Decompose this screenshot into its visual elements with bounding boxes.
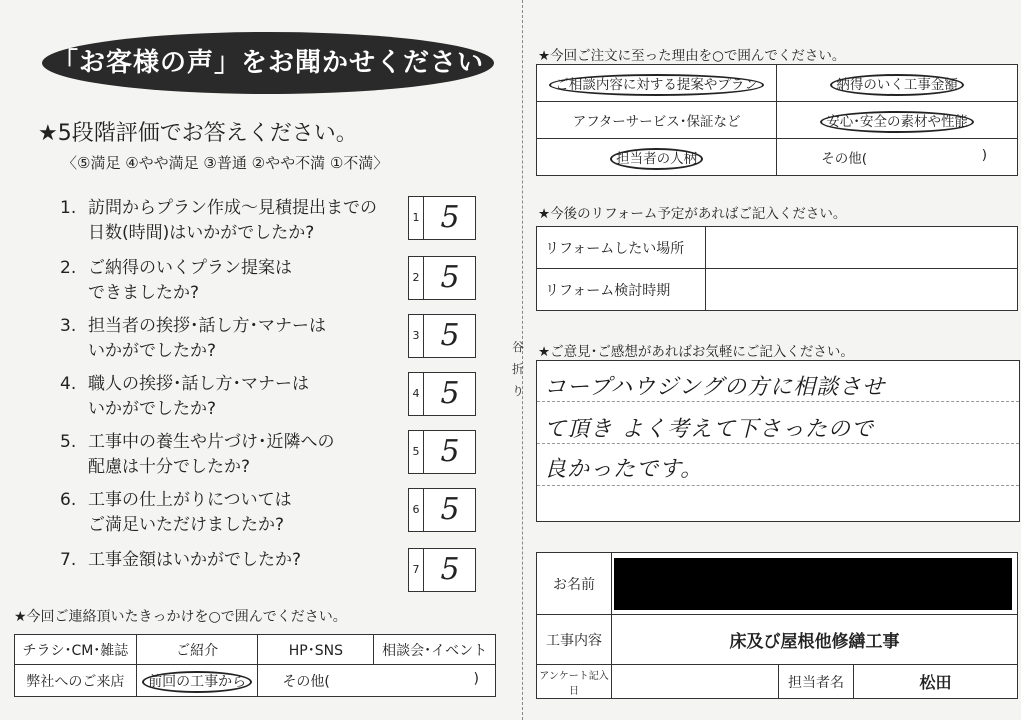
name-label: お名前 [537,553,612,615]
score-index: 5 [409,431,424,473]
score-value: 5 [440,200,460,235]
score-box-4[interactable] [408,372,476,416]
reason-after-service[interactable]: アフターサービス･保証など [537,102,777,139]
date-label: アンケート記入日 [537,665,612,699]
circled-answer: 納得のいく工事金額 [830,74,964,96]
score-index: 1 [409,197,424,239]
question-text: ご納得のいくプラン提案は できましたか? [88,258,292,303]
redaction-bar [614,558,1012,610]
fold-label: 谷折り [511,340,524,398]
comment-line-1: コープハウジングの方に相談させ [544,375,886,400]
circled-answer: 担当者の人柄 [610,148,703,170]
reason-heading: ★今回ご注文に至った理由を○で囲んでください。 [538,48,846,64]
question-text: 工事の仕上がりについては ご満足いただけましたか? [88,490,292,535]
contact-heading: ★今回ご連絡頂いたきっかけを○で囲んでください。 [14,609,347,625]
plan-heading: ★今後のリフォーム予定があればご記入ください。 [538,206,847,222]
staff-value: 松田 [854,665,1018,699]
question-1 [60,196,408,246]
question-4 [60,372,408,422]
question-3 [60,314,408,364]
other-label: その他( [821,151,868,167]
option-hp-sns[interactable]: HP･SNS [258,635,374,665]
score-index: 3 [409,315,424,357]
score-value: 5 [440,260,460,295]
page-title-banner: 「お客様の声」をお聞かせください [42,32,494,94]
question-number: 1. [60,198,77,218]
comment-line-3: 良かったです。 [544,457,704,482]
score-box-1[interactable] [408,196,476,240]
work-label: 工事内容 [537,615,612,665]
other-close: ) [473,670,479,687]
question-7 [60,548,408,573]
comment-rule [537,485,1019,486]
option-flyer[interactable]: チラシ･CM･雑誌 [15,635,137,665]
reason-price[interactable] [777,65,1018,102]
question-number: 6. [60,490,77,510]
score-index: 7 [409,549,424,591]
question-5 [60,430,408,480]
plan-place-label: リフォームしたい場所 [537,227,706,269]
plan-period-field[interactable] [706,269,1018,311]
option-event[interactable]: 相談会･イベント [374,635,496,665]
score-value: 5 [440,376,460,411]
option-other[interactable] [258,665,496,697]
reason-proposal[interactable] [537,65,777,102]
score-value: 5 [440,552,460,587]
comment-rule [537,401,1019,402]
comment-heading: ★ご意見･ご感想があればお気軽にご記入ください。 [538,344,854,360]
score-value: 5 [440,492,460,527]
score-value: 5 [440,434,460,469]
other-close: ) [981,147,987,163]
staff-label: 担当者名 [779,665,854,699]
question-number: 5. [60,432,77,452]
circled-answer: ご相談内容に対する提案やプラン [549,74,764,96]
question-6 [60,488,408,538]
other-label: その他( [282,673,330,690]
work-value: 床及び屋根他修繕工事 [612,615,1018,665]
plan-table [536,226,1018,311]
rating-heading: ★5段階評価でお答えください。 [38,121,358,146]
contact-table [14,634,496,697]
score-box-3[interactable] [408,314,476,358]
option-store-visit[interactable]: 弊社へのご来店 [15,665,137,697]
score-box-6[interactable] [408,488,476,532]
reason-other[interactable] [777,139,1018,176]
question-text: 担当者の挨拶･話し方･マナーは いかがでしたか? [88,316,326,361]
question-2 [60,256,408,306]
plan-place-field[interactable] [706,227,1018,269]
plan-period-label: リフォーム検討時期 [537,269,706,311]
reason-staff[interactable] [537,139,777,176]
circled-answer: 前回の工事から [142,671,252,693]
question-text: 訪問からプラン作成～見積提出までの 日数(時間)はいかがでしたか? [88,198,377,243]
score-box-5[interactable] [408,430,476,474]
comment-rule [537,443,1019,444]
score-box-2[interactable] [408,256,476,300]
option-referral[interactable]: ご紹介 [136,635,258,665]
question-number: 3. [60,316,77,336]
question-text: 工事金額はいかがでしたか? [88,550,302,570]
score-index: 2 [409,257,424,299]
date-field[interactable] [612,665,779,699]
reason-table [536,64,1018,176]
question-number: 4. [60,374,77,394]
comment-line-2: て頂き よく考えて下さったので [544,417,874,442]
option-previous-work[interactable] [136,665,258,697]
score-box-7[interactable] [408,548,476,592]
circled-answer: 安心･安全の素材や性能 [820,111,974,133]
reason-safety[interactable] [777,102,1018,139]
score-index: 6 [409,489,424,531]
question-number: 7. [60,550,77,570]
score-value: 5 [440,318,460,353]
question-text: 職人の挨拶･話し方･マナーは いかがでしたか? [88,374,309,419]
question-number: 2. [60,258,77,278]
question-text: 工事中の養生や片づけ･近隣への 配慮は十分でしたか? [88,432,335,477]
score-index: 4 [409,373,424,415]
rating-scale: 〈⑤満足 ④やや満足 ③普通 ②やや不満 ①不満〉 [62,154,389,172]
